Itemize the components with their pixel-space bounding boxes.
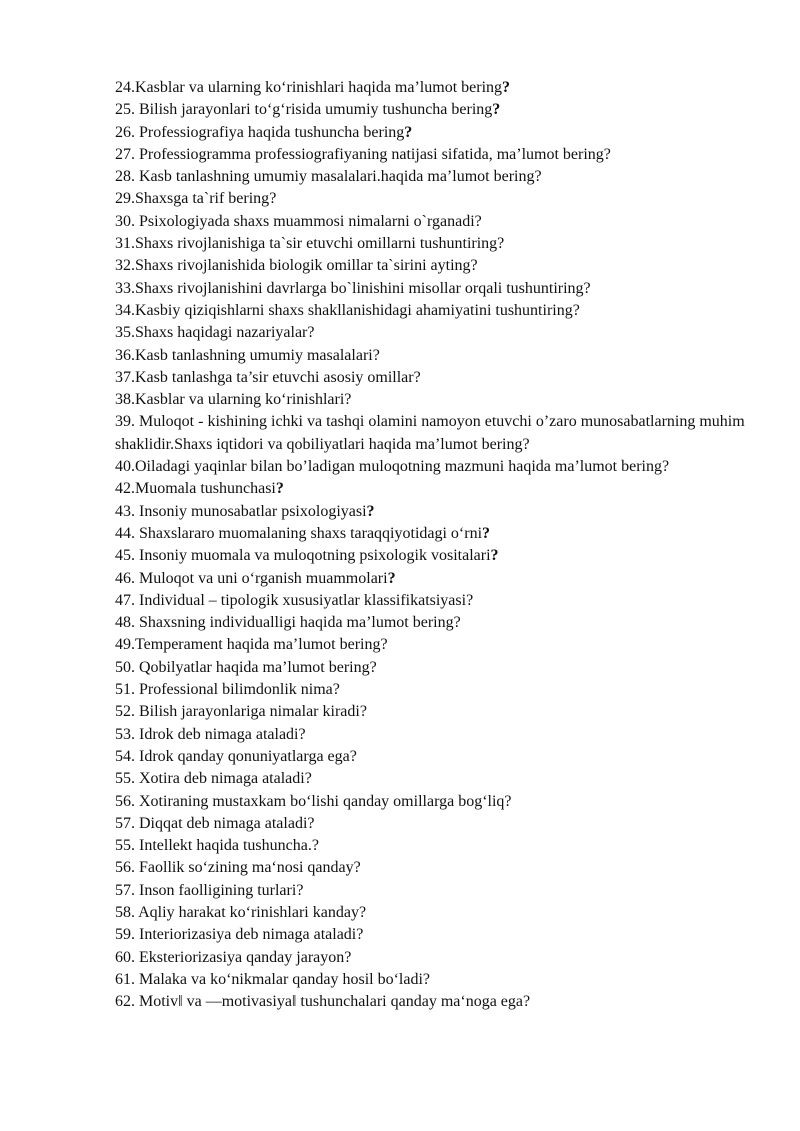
question-mark: ? bbox=[661, 458, 670, 476]
question-text: 57. Inson faolligining turlari bbox=[115, 881, 297, 899]
question-item bbox=[115, 813, 745, 835]
question-mark: ? bbox=[603, 145, 611, 163]
question-mark: ? bbox=[269, 190, 277, 208]
question-item bbox=[115, 278, 745, 300]
question-mark: ? bbox=[387, 569, 396, 587]
question-item bbox=[115, 389, 745, 411]
question-item bbox=[115, 746, 745, 768]
question-item bbox=[115, 612, 745, 634]
question-item bbox=[115, 768, 745, 790]
question-mark: ? bbox=[307, 324, 315, 342]
question-text: 42.Muomala tushunchasi bbox=[115, 480, 276, 498]
question-item bbox=[115, 322, 745, 344]
question-text: 29.Shaxsga ta`rif bering bbox=[115, 190, 270, 208]
question-item bbox=[115, 902, 745, 924]
question-text: 31.Shaxs rivojlanishiga ta`sir etuvchi omillarni tushuntiring bbox=[115, 235, 498, 253]
question-item bbox=[115, 188, 745, 210]
question-text: 24.Kasblar va ularning koʻrinishlari haqida maʼlumot bering bbox=[115, 79, 503, 96]
question-mark: ? bbox=[466, 591, 474, 609]
question-item bbox=[115, 523, 745, 545]
question-item bbox=[115, 166, 745, 188]
question-text: 62. Motiv‖ va ―motivasiya‖ tushunchalari qanday maʻnoga ega bbox=[115, 993, 523, 1011]
question-mark: ? bbox=[572, 301, 580, 319]
question-text: 50. Qobilyatlar haqida ma’lumot bering bbox=[115, 658, 370, 676]
question-text: 52. Bilish jarayonlariga nimalar kiradi bbox=[115, 703, 360, 721]
question-item bbox=[115, 634, 745, 656]
question-text: 40.Oiladagi yaqinlar bilan bo’ladigan muloqotning mazmuni haqida ma’lumot bering bbox=[115, 458, 662, 476]
question-mark: ? bbox=[366, 502, 375, 520]
question-item bbox=[115, 122, 745, 144]
question-mark: ? bbox=[534, 168, 542, 186]
question-item bbox=[115, 835, 745, 857]
question-text: 55. Intellekt haqida tushuncha. bbox=[115, 837, 312, 855]
question-item bbox=[115, 501, 745, 523]
question-text: 51. Professional bilimdonlik nima bbox=[115, 681, 333, 699]
question-item bbox=[115, 880, 745, 902]
question-mark: ? bbox=[344, 391, 352, 409]
question-text: 56. Faollik soʻzining maʻnosi qanday bbox=[115, 859, 354, 877]
question-item bbox=[115, 701, 745, 723]
question-item bbox=[115, 657, 745, 679]
question-mark: ? bbox=[356, 926, 364, 944]
question-mark: ? bbox=[358, 903, 367, 921]
question-text: 38.Kasblar va ularning koʻrinishlari bbox=[115, 391, 345, 409]
question-mark: ? bbox=[304, 770, 312, 788]
question-text: 30. Psixologiyada shaxs muammosi nimalarni o`rganadi bbox=[115, 212, 475, 230]
question-mark: ? bbox=[490, 547, 499, 565]
question-text: 56. Xotiraning mustaxkam boʻlishi qanday omillarga bogʻliq bbox=[115, 792, 505, 810]
question-text: 45. Insoniy muomala va muloqotning psixologik vositalari bbox=[115, 547, 491, 565]
question-item bbox=[115, 411, 745, 456]
question-text: 55. Xotira deb nimaga ataladi bbox=[115, 770, 305, 788]
question-text: 61. Malaka va koʻnikmalar qanday hosil boʻladi bbox=[115, 970, 423, 988]
question-item bbox=[115, 947, 745, 969]
question-mark: ? bbox=[504, 792, 512, 810]
question-mark: ? bbox=[470, 257, 478, 275]
question-text: 54. Idrok qanday qonuniyatlarga ega bbox=[115, 747, 350, 765]
question-item bbox=[115, 456, 745, 478]
question-item bbox=[115, 590, 745, 612]
question-item bbox=[115, 144, 745, 166]
question-text: 27. Professiogramma professiografiyaning natijasi sifatida, ma’lumot bering bbox=[115, 145, 604, 163]
question-text: 39. Muloqot - kishining ichki va tashqi olamini namoyon etuvchi o’zaro munosabatlarning muhim shaklidir.Shaxs iqtidori va qobiliyatlari haqida ma’lumot bering bbox=[115, 413, 745, 453]
question-mark: ? bbox=[422, 970, 431, 988]
question-mark: ? bbox=[307, 814, 315, 832]
question-text: 60. Eksteriorizasiya qanday jarayon bbox=[115, 948, 345, 966]
question-text: 46. Muloqot va uni oʻrganish muammolari bbox=[115, 569, 388, 587]
question-mark: ? bbox=[359, 703, 367, 721]
question-text: 32.Shaxs rivojlanishida biologik omillar ta`sirini ayting bbox=[115, 257, 471, 275]
question-item bbox=[115, 679, 745, 701]
question-text: 33.Shaxs rivojlanishini davrlarga bo`linishini misollar orqali tushuntiring bbox=[115, 279, 584, 297]
question-mark: ? bbox=[502, 79, 511, 96]
question-item bbox=[115, 211, 745, 233]
question-mark: ? bbox=[353, 859, 361, 877]
question-item bbox=[115, 568, 745, 590]
question-text: 34.Kasbiy qiziqishlarni shaxs shakllanishidagi ahamiyatini tushuntiring bbox=[115, 301, 573, 319]
question-mark: ? bbox=[474, 212, 482, 230]
question-item bbox=[115, 478, 745, 500]
question-text: 26. Professiografiya haqida tushuncha bering bbox=[115, 123, 405, 141]
question-text: 36.Kasb tanlashning umumiy masalalari bbox=[115, 346, 373, 364]
question-mark: ? bbox=[369, 658, 377, 676]
question-item bbox=[115, 545, 745, 567]
question-item bbox=[115, 77, 745, 99]
question-text: 44. Shaxslararo muomalaning shaxs taraqqiyotidagi oʻrni bbox=[115, 524, 483, 542]
question-mark: ? bbox=[344, 948, 352, 966]
question-mark: ? bbox=[311, 837, 319, 855]
question-item bbox=[115, 233, 745, 255]
question-mark: ? bbox=[332, 681, 340, 699]
question-mark: ? bbox=[583, 279, 591, 297]
question-text: 53. Idrok deb nimaga ataladi bbox=[115, 725, 299, 743]
question-mark: ? bbox=[482, 524, 491, 542]
question-item bbox=[115, 924, 745, 946]
question-text: 57. Diqqat deb nimaga ataladi bbox=[115, 814, 308, 832]
question-text: 59. Interiorizasiya deb nimaga ataladi bbox=[115, 926, 357, 944]
question-mark: ? bbox=[298, 725, 306, 743]
question-text: 48. Shaxsning individualligi haqida ma’lumot bering bbox=[115, 614, 454, 632]
question-item bbox=[115, 857, 745, 879]
question-text: 47. Individual – tipologik xususiyatlar klassifikatsiyasi bbox=[115, 591, 467, 609]
question-text: 43. Insoniy munosabatlar psixologiyasi bbox=[115, 502, 367, 520]
question-item bbox=[115, 991, 745, 1013]
question-mark: ? bbox=[497, 235, 505, 253]
question-item bbox=[115, 99, 745, 121]
question-mark: ? bbox=[349, 747, 357, 765]
question-item bbox=[115, 969, 745, 991]
question-mark: ? bbox=[275, 480, 284, 498]
question-mark: ? bbox=[372, 346, 380, 364]
question-item bbox=[115, 724, 745, 746]
question-text: 37.Kasb tanlashga ta’sir etuvchi asosiy omillar bbox=[115, 368, 414, 386]
question-mark: ? bbox=[296, 881, 304, 899]
question-item bbox=[115, 255, 745, 277]
question-mark: ? bbox=[413, 368, 421, 386]
question-item bbox=[115, 300, 745, 322]
question-mark: ? bbox=[453, 614, 461, 632]
question-mark: ? bbox=[380, 636, 388, 654]
question-text: 28. Kasb tanlashning umumiy masalalari.haqida ma’lumot bering bbox=[115, 168, 535, 186]
question-text: 49.Temperament haqida ma’lumot bering bbox=[115, 636, 381, 654]
question-mark: ? bbox=[404, 123, 413, 141]
question-text: 58. Aqliy harakat koʻrinishlari kanday bbox=[115, 903, 359, 921]
question-mark: ? bbox=[522, 435, 530, 453]
question-text: 35.Shaxs haqidagi nazariyalar bbox=[115, 324, 308, 342]
question-mark: ? bbox=[492, 101, 501, 119]
question-item bbox=[115, 345, 745, 367]
question-mark: ? bbox=[523, 993, 531, 1011]
question-text: 25. Bilish jarayonlari toʻgʻrisida umumiy tushuncha bering bbox=[115, 101, 493, 119]
question-item bbox=[115, 367, 745, 389]
question-list bbox=[115, 77, 745, 1013]
question-item bbox=[115, 791, 745, 813]
